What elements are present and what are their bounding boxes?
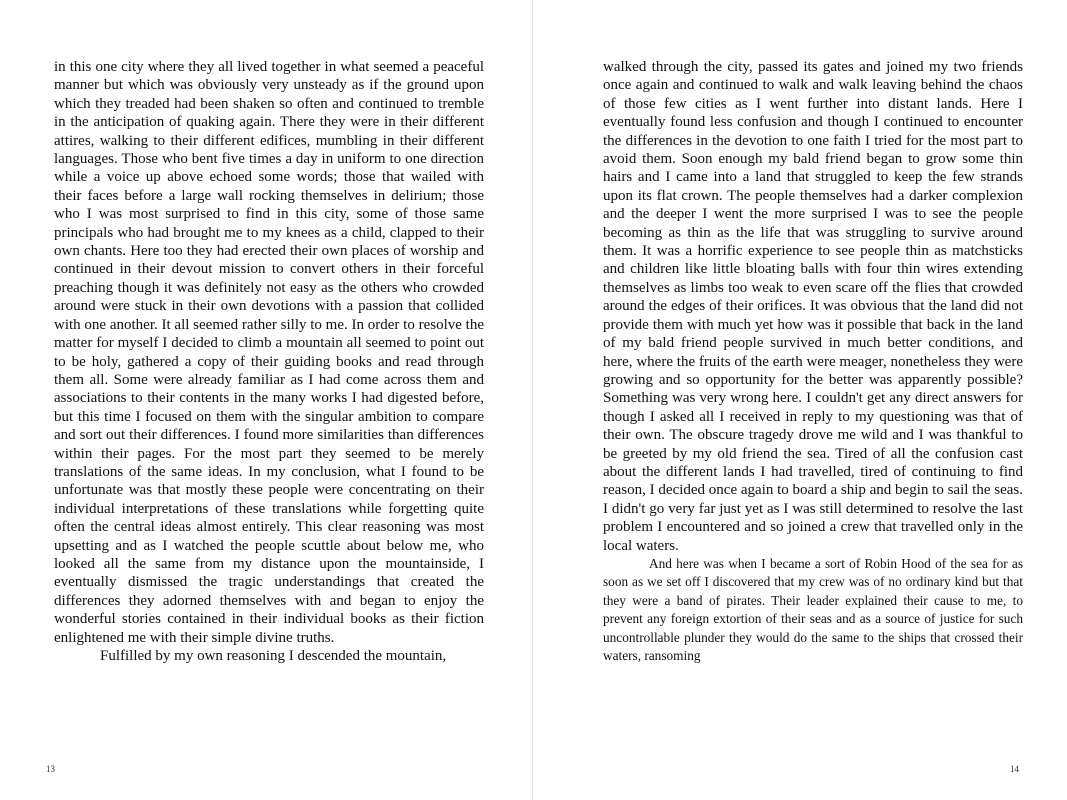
page-number: 13 bbox=[46, 764, 55, 774]
paragraph: walked through the city, passed its gates and joined my two friends once again and continued to walk and walk leaving behind the chaos of those few cities as I went further into distant lands. Here I eventually found less confusion and though I continued to encounter the differences in the devotion to one faith I tried for the most part to avoid them. Soon enough my bald friend began to grow some thin hairs and I came into a land that struggled to keep the few strands upon its flat crown. The people themselves had a darker complexion and the deeper I went the more surprised I was to see the people becoming as thin as the life that was struggling to survive around them. It was a horrific experience to see people thin as matchsticks and children like little bloating balls with four thin wires extending themselves as limbs too weak to even scare off the flies that crowded around the edges of their orifices. It was obvious that the land did not provide them with much yet how was it possible that back in the land of my bald friend people survived in much better conditions, and here, where the fruits of the earth were meager, nonetheless they were growing and so opportunity for the better was apparently possible? Something was very wrong here. I couldn't get any direct answers for though I asked all I received in reply to my questioning was that of their own. The obscure tragedy drove me wild and I was thankful to be greeted by my old friend the sea. Tired of all the confusion cast about the different lands I had travelled, tired of continuing to find reason, I decided once again to board a ship and begin to sail the seas. I didn't go very far just yet as I was still determined to resolve the last problem I encountered and so joined a crew that travelled only in the local waters. bbox=[603, 59, 1023, 554]
page-number: 14 bbox=[1010, 764, 1019, 774]
left-page bbox=[0, 0, 533, 800]
right-page-body bbox=[603, 58, 1023, 665]
paragraph: in this one city where they all lived together in what seemed a peaceful manner but which was obviously very unsteady as if the ground upon which they treaded had been shaken so often and continued to tremble in the anticipation of quaking again. There they were in their different attires, walking to their different edifices, mumbling in their different languages. Those who bent five times a day in uniform to one direction while a voice up above echoed some words; those that wailed with their faces before a large wall rocking themselves in delirium; those who I was most surprised to find in this city, some of those same principals who had brought me to my knees as a child, clapped to their own chants. Here too they had erected their own places of worship and continued in their devout mission to convert others in their forceful preaching though it was definitely not easy as the others who crowded around were stuck in their own devotions with a passion that collided with one another. It all seemed rather silly to me. In order to resolve the matter for myself I decided to climb a mountain all seemed to point out to be holy, gathered a copy of their guiding books and read through them all. Some were already familiar as I had come across them and associations to their contents in the many works I had digested before, but this time I focused on them with the singular ambition to compare and sort out their differences. I found more similarities than differences within their pages. For the most part they seemed to be merely translations of the same ideas. In my conclusion, what I found to be unfortunate was that mostly these people were concentrating on their individual interpretations of these translations while forgetting quite often the central ideas almost entirely. This clear reasoning was most upsetting and as I watched the people scuttle about below me, who looked all the same from my distance upon the mountainside, I eventually dismissed the tragic understandings that created the differences they adorned themselves with and began to enjoy the wonderful stories contained in their individual books as their fiction enlightened me with their simple divine truths. bbox=[54, 59, 484, 646]
paragraph: And here was when I became a sort of Robin Hood of the sea for as soon as we set off I discovered that my crew was of no ordinary kind but that they were a band of pirates. Their leader explained their cause to me, to prevent any foreign extortion of their seas and as a source of justice for such uncontrollable plunder they would do the same to the ships that crossed their waters, ransoming bbox=[603, 555, 1023, 663]
left-page-body bbox=[54, 58, 484, 665]
paragraph: Fulfilled by my own reasoning I descended the mountain, bbox=[100, 648, 447, 664]
right-page bbox=[533, 0, 1067, 800]
